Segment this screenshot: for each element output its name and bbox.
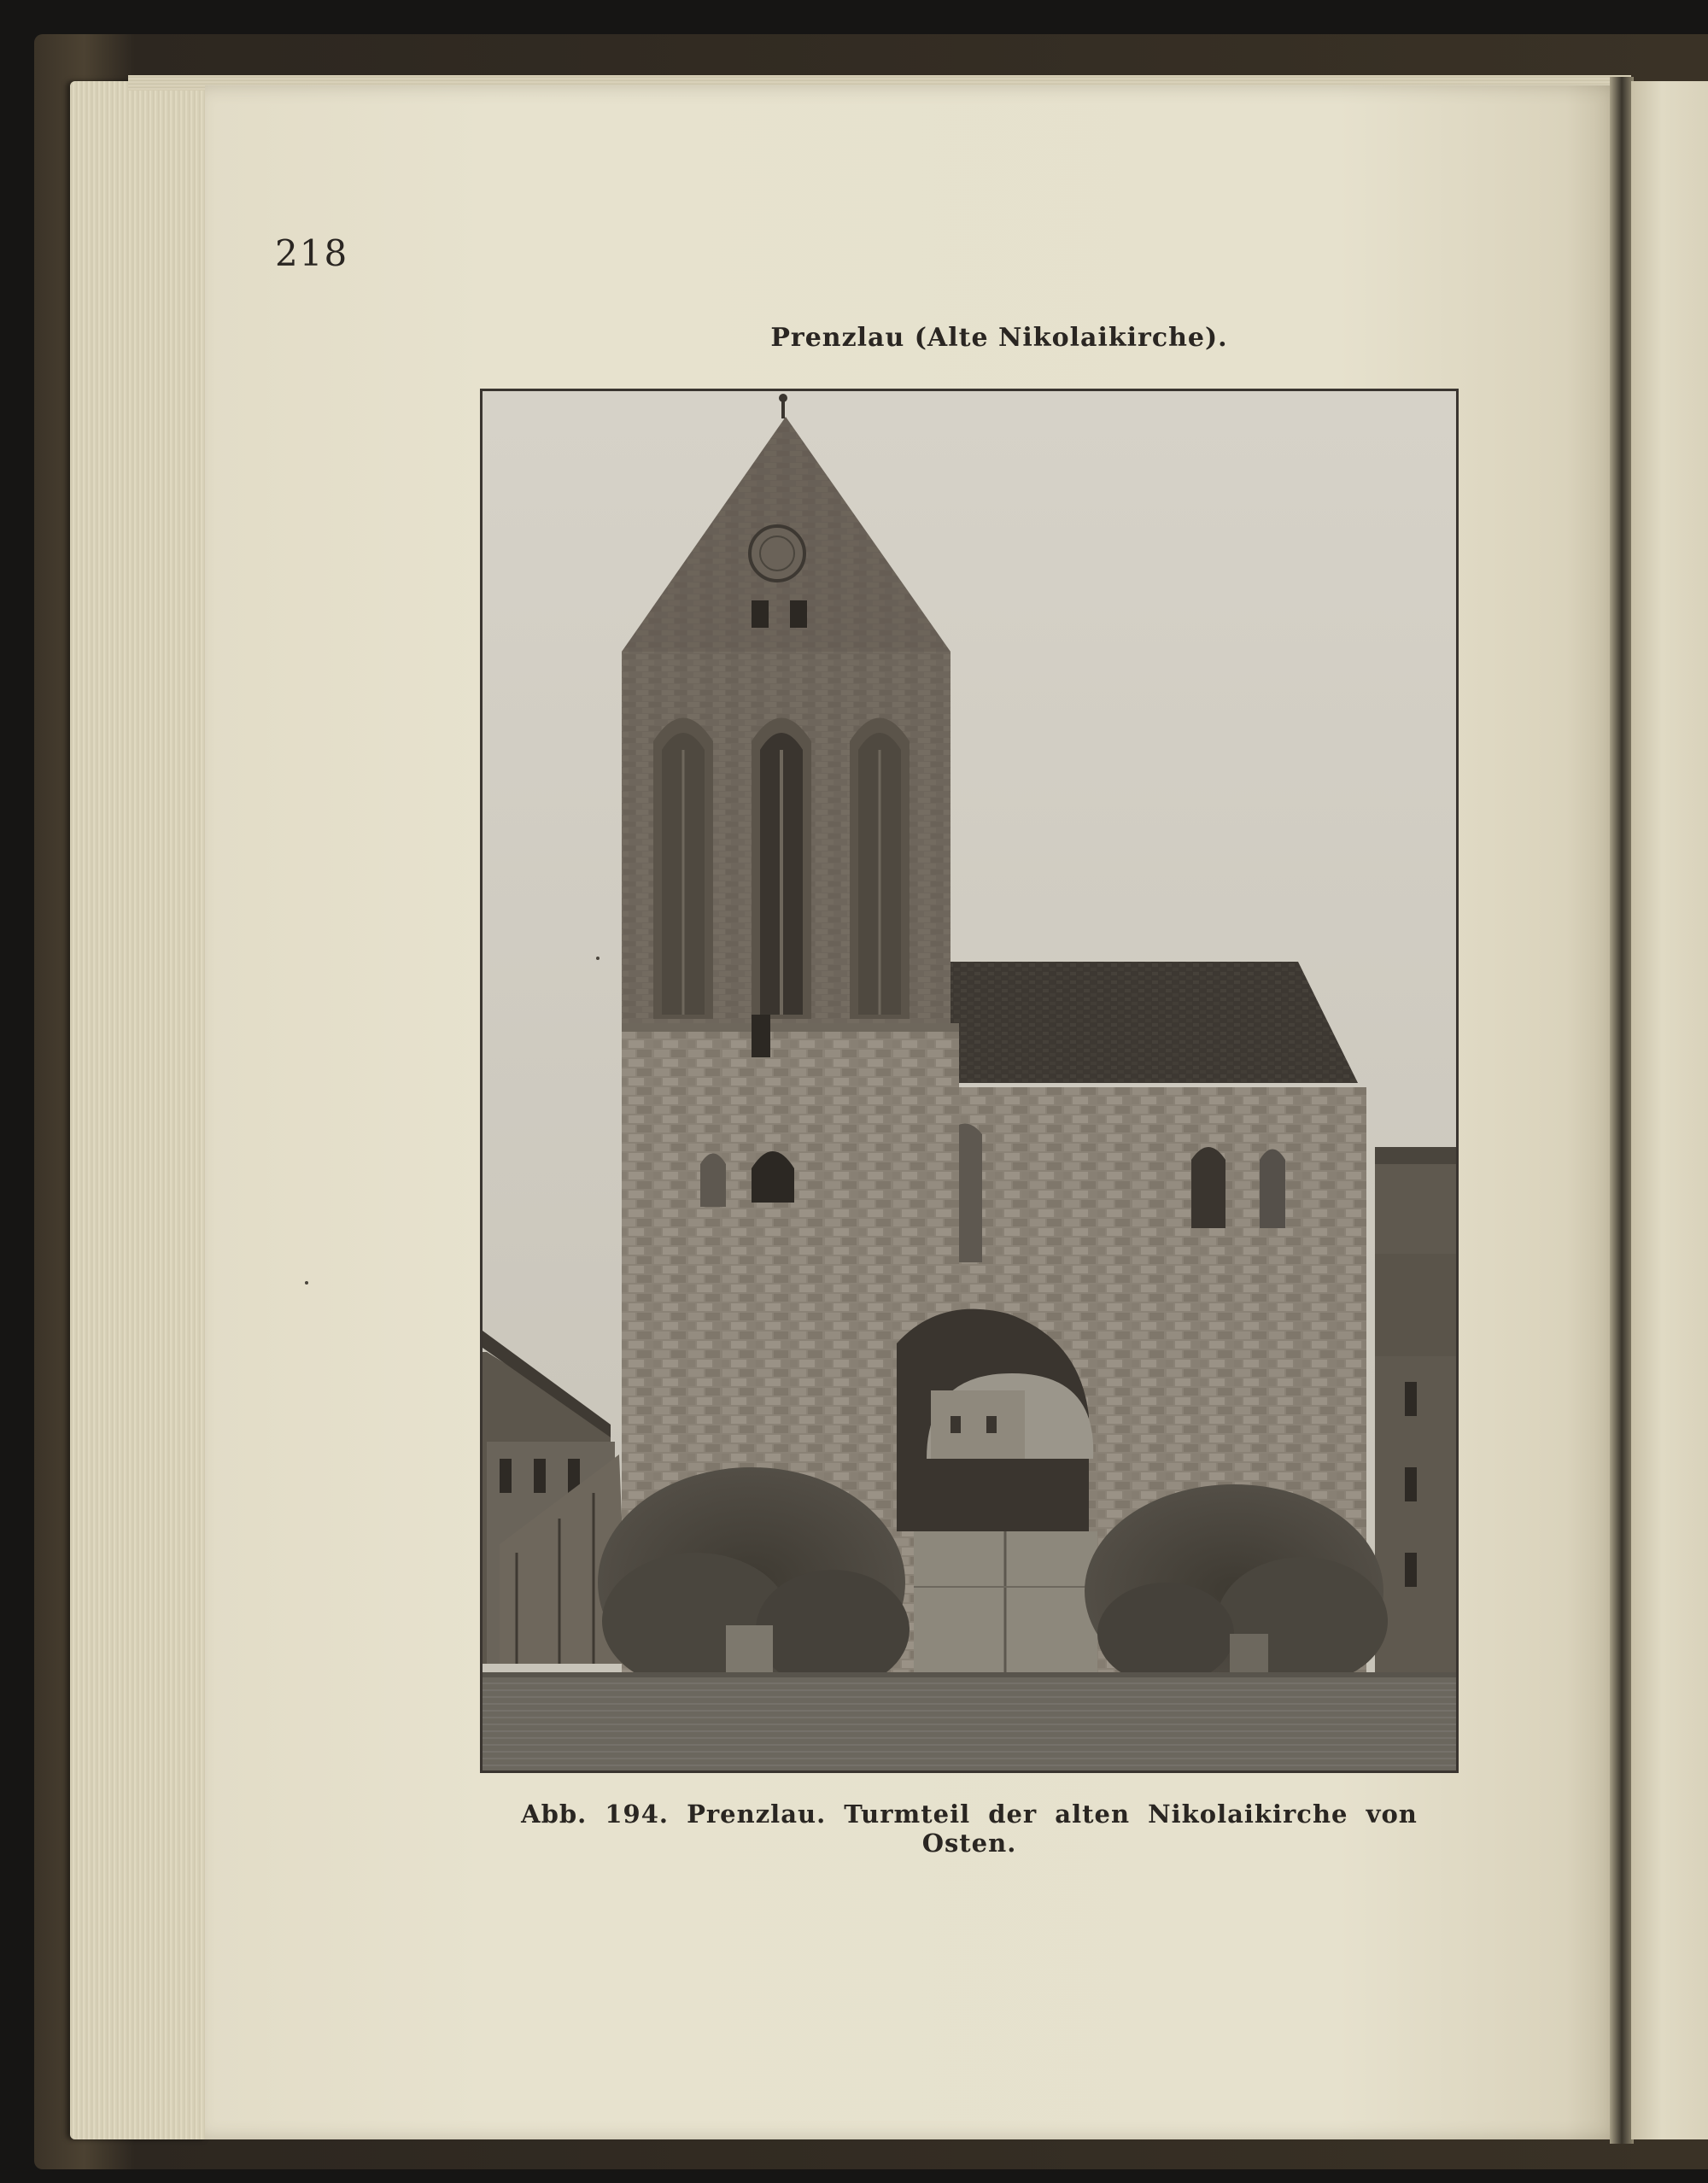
page-number: 218 — [275, 232, 349, 274]
church-tower-photo — [483, 391, 1456, 1770]
book-gutter — [1610, 77, 1634, 2144]
page-speck — [305, 1281, 308, 1285]
figure-caption: Abb. 194. Prenzlau. Turmteil der alten Nikolaikirche von Osten. — [521, 1800, 1418, 1858]
facing-page-edge — [1631, 81, 1708, 2139]
running-head: Prenzlau (Alte Nikolaikirche). — [770, 323, 1228, 353]
figure-photograph — [480, 389, 1459, 1773]
page-speck — [596, 957, 600, 960]
page-edges — [70, 81, 207, 2139]
